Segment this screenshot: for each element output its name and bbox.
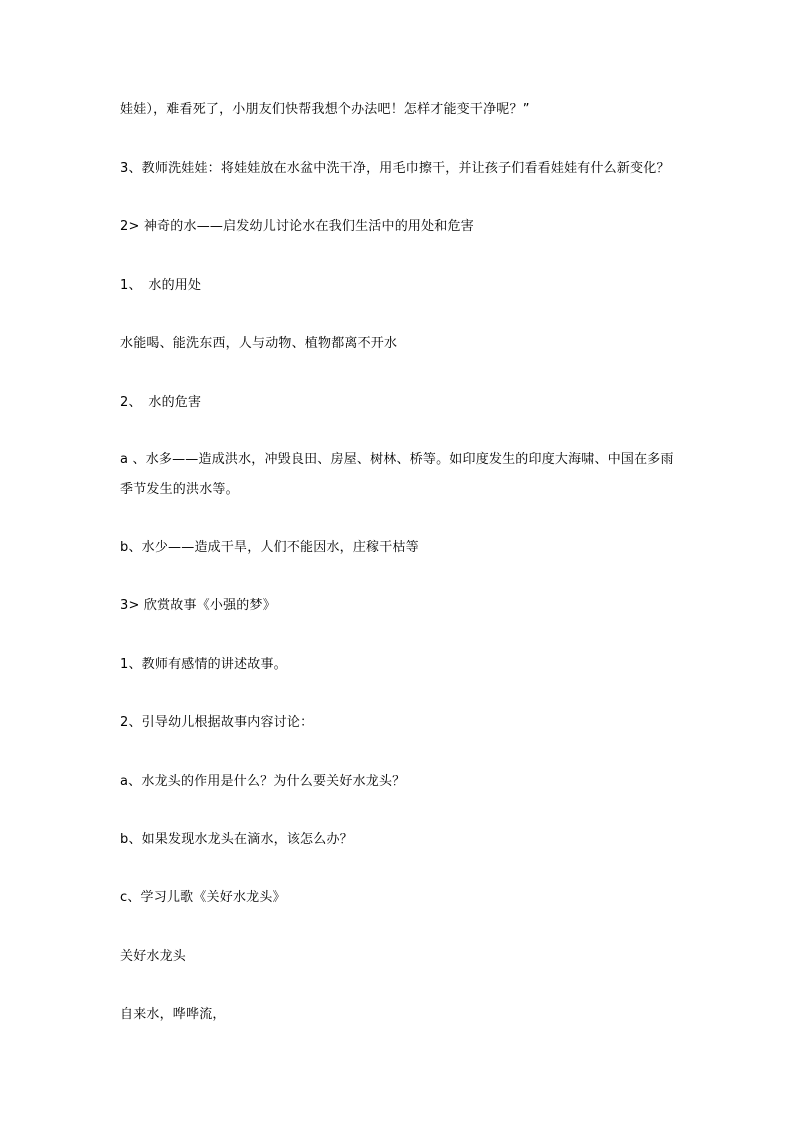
text-line: a、水龙头的作用是什么？为什么要关好水龙头？: [120, 774, 406, 789]
text-line: 1、 水的用处: [120, 278, 202, 293]
text-line: 水能喝、能洗东西，人与动物、植物都离不开水: [120, 336, 398, 351]
text-line: 2、引导幼儿根据故事内容讨论：: [120, 715, 314, 730]
poem-line: 自来水，哗哗流，: [120, 1007, 226, 1022]
text-line: 娃娃），难看死了，小朋友们快帮我想个办法吧！怎样才能变干净呢？”: [120, 102, 530, 117]
text-line: 3、教师洗娃娃：将娃娃放在水盆中洗干净，用毛巾擦干，并让孩子们看看娃娃有什么新变化？: [120, 161, 670, 176]
text-line: c、学习儿歌《关好水龙头》: [120, 890, 286, 905]
text-line: b、水少——造成干旱，人们不能因水，庄稼干枯等: [120, 540, 419, 555]
text-paragraph: a 、水多——造成洪水，冲毁良田、房屋、树林、桥等。如印度发生的印度大海啸、中国在多雨季节发生的洪水等。: [120, 452, 674, 497]
text-line: 2、 水的危害: [120, 395, 202, 410]
text-line: 1、教师有感情的讲述故事。: [120, 657, 287, 672]
section-heading: 3> 欣赏故事《小强的梦》: [120, 598, 276, 613]
poem-title: 关好水龙头: [120, 949, 187, 964]
text-line: b、如果发现水龙头在滴水，该怎么办？: [120, 832, 353, 847]
section-heading: 2> 神奇的水——启发幼儿讨论水在我们生活中的用处和危害: [120, 219, 474, 234]
